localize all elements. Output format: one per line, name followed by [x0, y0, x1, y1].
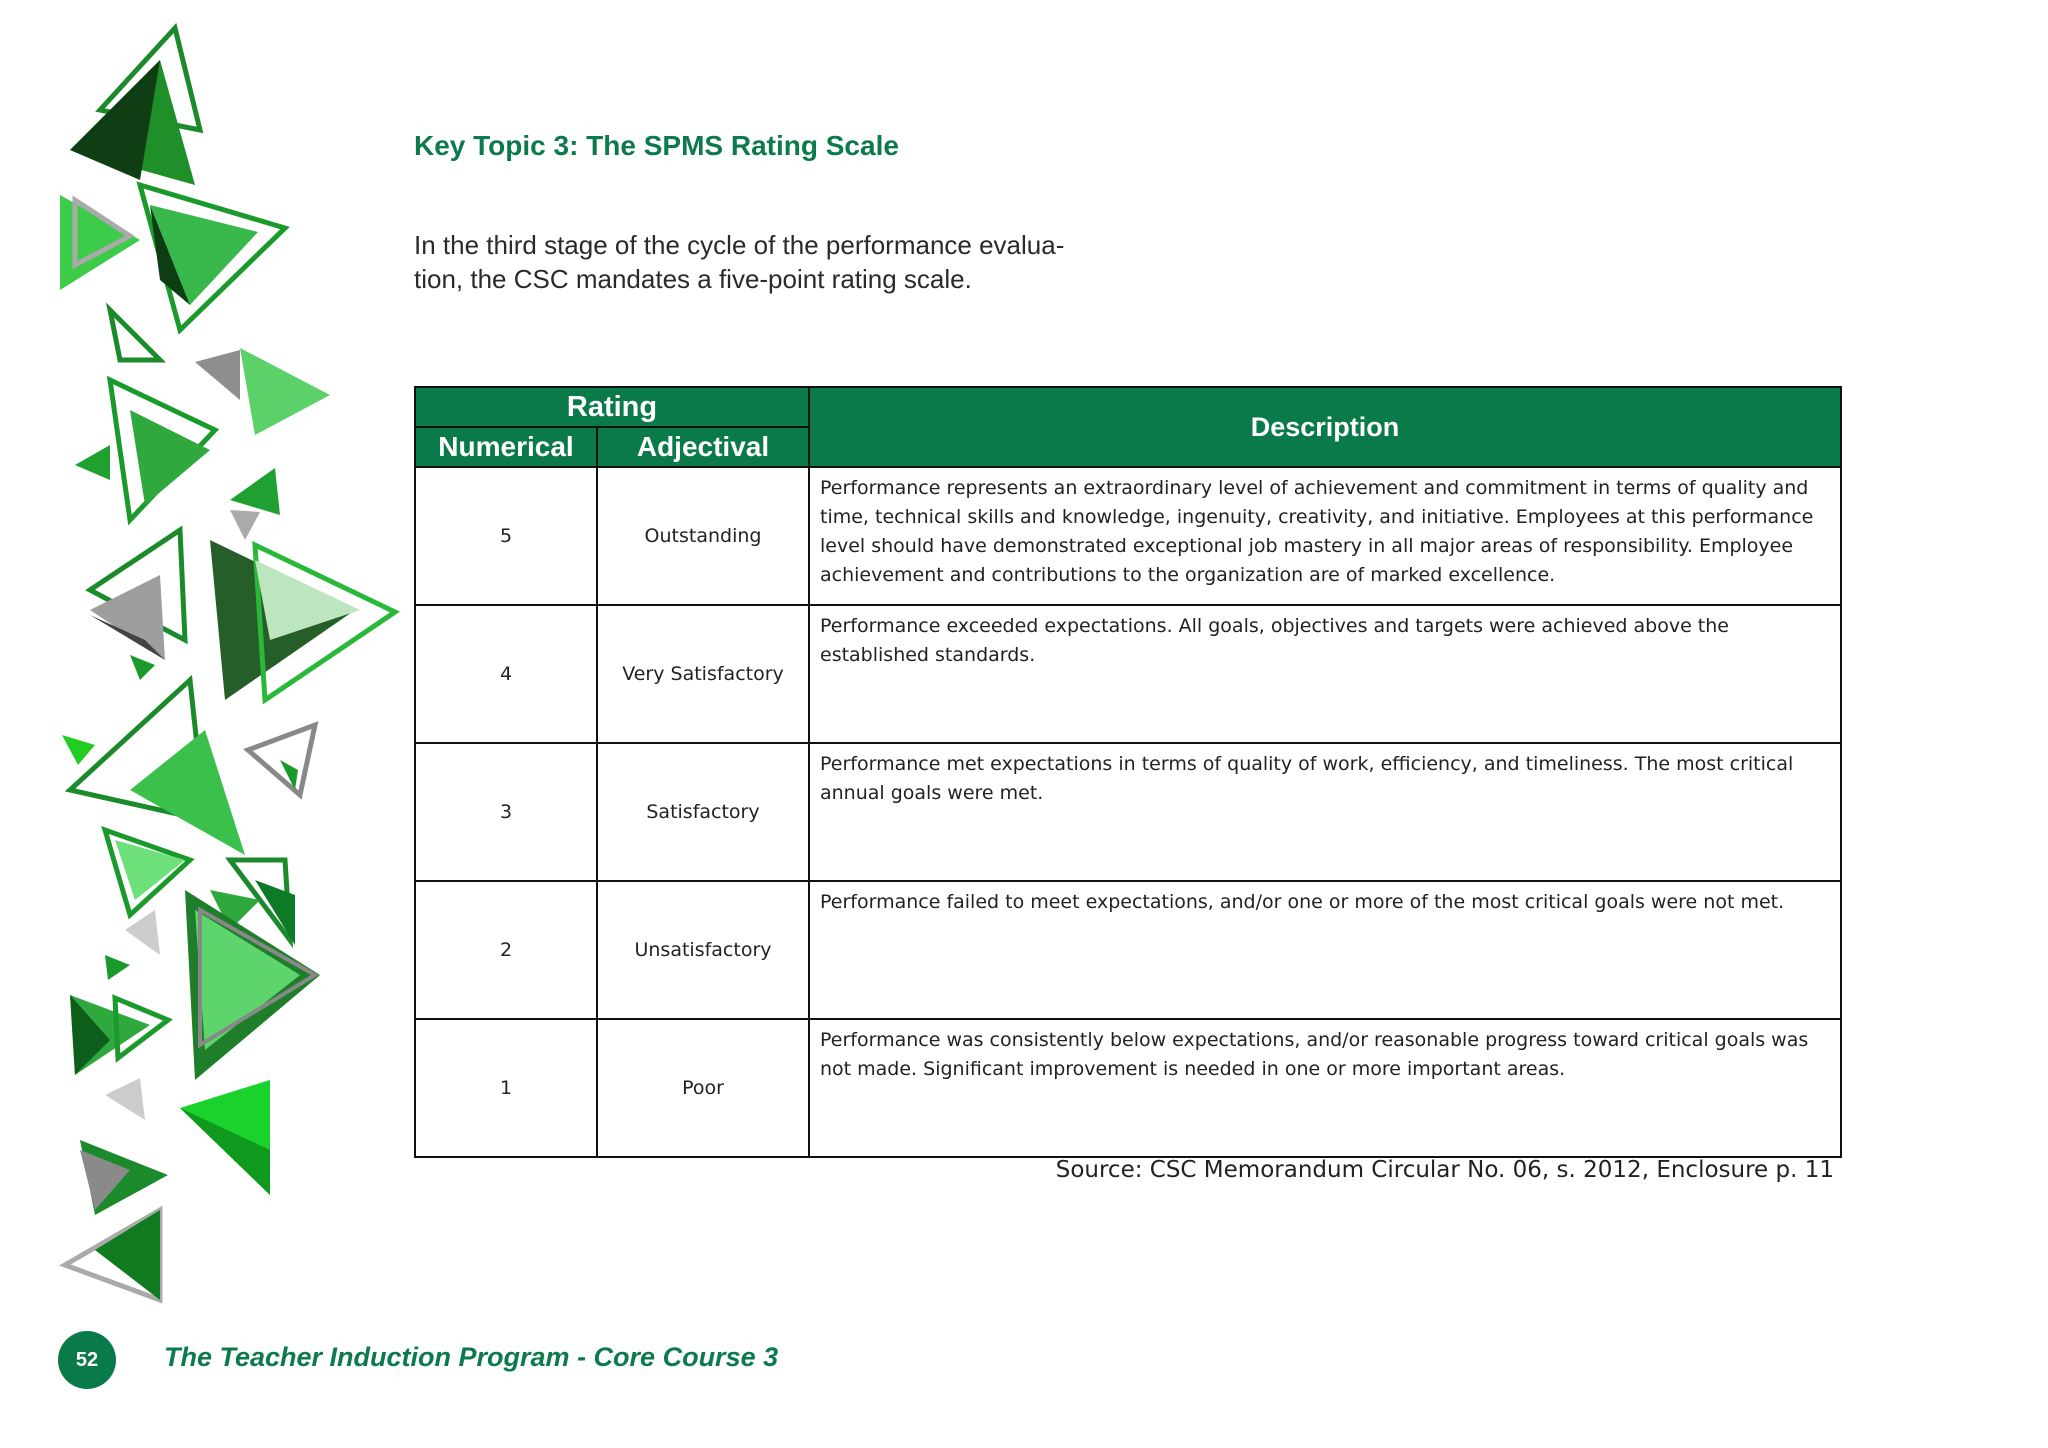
- triangle-shape: [110, 310, 160, 360]
- description-cell: Performance was consistently below expectations, and/or reasonable progress toward critical goals was not made. Significant improvement is needed in one or more important areas.: [809, 1019, 1841, 1157]
- description-cell: Performance exceeded expectations. All goals, objectives and targets were achieved above the established standards.: [809, 605, 1841, 743]
- rating-scale-table: [414, 386, 1842, 1158]
- numerical-header: Numerical: [415, 427, 597, 467]
- triangle-shape: [105, 955, 130, 980]
- table-row: [415, 605, 1841, 743]
- description-cell: Performance failed to meet expectations, and/or one or more of the most critical goals were not met.: [809, 881, 1841, 1019]
- triangle-shape: [195, 350, 240, 400]
- table-row: [415, 743, 1841, 881]
- description-cell: Performance met expectations in terms of quality of work, efficiency, and timeliness. The most critical annual goals were met.: [809, 743, 1841, 881]
- triangle-decoration: [0, 0, 420, 1448]
- triangle-shape: [240, 348, 330, 435]
- triangle-shape: [62, 735, 95, 765]
- adjectival-cell: Unsatisfactory: [597, 881, 809, 1019]
- page-number-badge: 52: [58, 1331, 116, 1389]
- adjectival-cell: Very Satisfactory: [597, 605, 809, 743]
- numerical-cell: 4: [415, 605, 597, 743]
- numerical-cell: 3: [415, 743, 597, 881]
- adjectival-cell: Satisfactory: [597, 743, 809, 881]
- numerical-cell: 5: [415, 467, 597, 605]
- intro-line: tion, the CSC mandates a five-point rating scale.: [414, 264, 972, 294]
- rating-header: Rating: [415, 387, 809, 427]
- triangle-shape: [248, 725, 315, 795]
- triangle-shape: [75, 445, 110, 480]
- numerical-cell: 1: [415, 1019, 597, 1157]
- intro-line: In the third stage of the cycle of the performance evalua-: [414, 230, 1065, 260]
- triangle-shape: [130, 655, 155, 680]
- adjectival-cell: Outstanding: [597, 467, 809, 605]
- numerical-cell: 2: [415, 881, 597, 1019]
- source-citation: Source: CSC Memorandum Circular No. 06, s. 2012, Enclosure p. 11: [1055, 1157, 1834, 1183]
- description-header: Description: [809, 387, 1841, 467]
- triangle-shape: [130, 730, 245, 855]
- table-row: [415, 467, 1841, 605]
- triangle-shape: [230, 468, 280, 515]
- table-row: [415, 1019, 1841, 1157]
- intro-paragraph: [414, 228, 1094, 296]
- triangle-shape: [230, 510, 260, 540]
- footer-title: The Teacher Induction Program - Core Course 3: [164, 1342, 779, 1372]
- triangle-shape: [90, 575, 165, 660]
- adjectival-header: Adjectival: [597, 427, 809, 467]
- triangle-shape: [60, 195, 140, 290]
- description-cell: Performance represents an extraordinary level of achievement and commitment in terms of quality and time, technical skills and knowledge, ingenuity, creativity, and initiative. Employees at this performance level should have demonstrated exceptional job mastery in all major areas of responsibility. Employee achievement and contributions to the organization are of marked excellence.: [809, 467, 1841, 605]
- adjectival-cell: Poor: [597, 1019, 809, 1157]
- table-row: [415, 881, 1841, 1019]
- triangle-shape: [105, 1078, 145, 1120]
- page-heading: Key Topic 3: The SPMS Rating Scale: [414, 130, 899, 161]
